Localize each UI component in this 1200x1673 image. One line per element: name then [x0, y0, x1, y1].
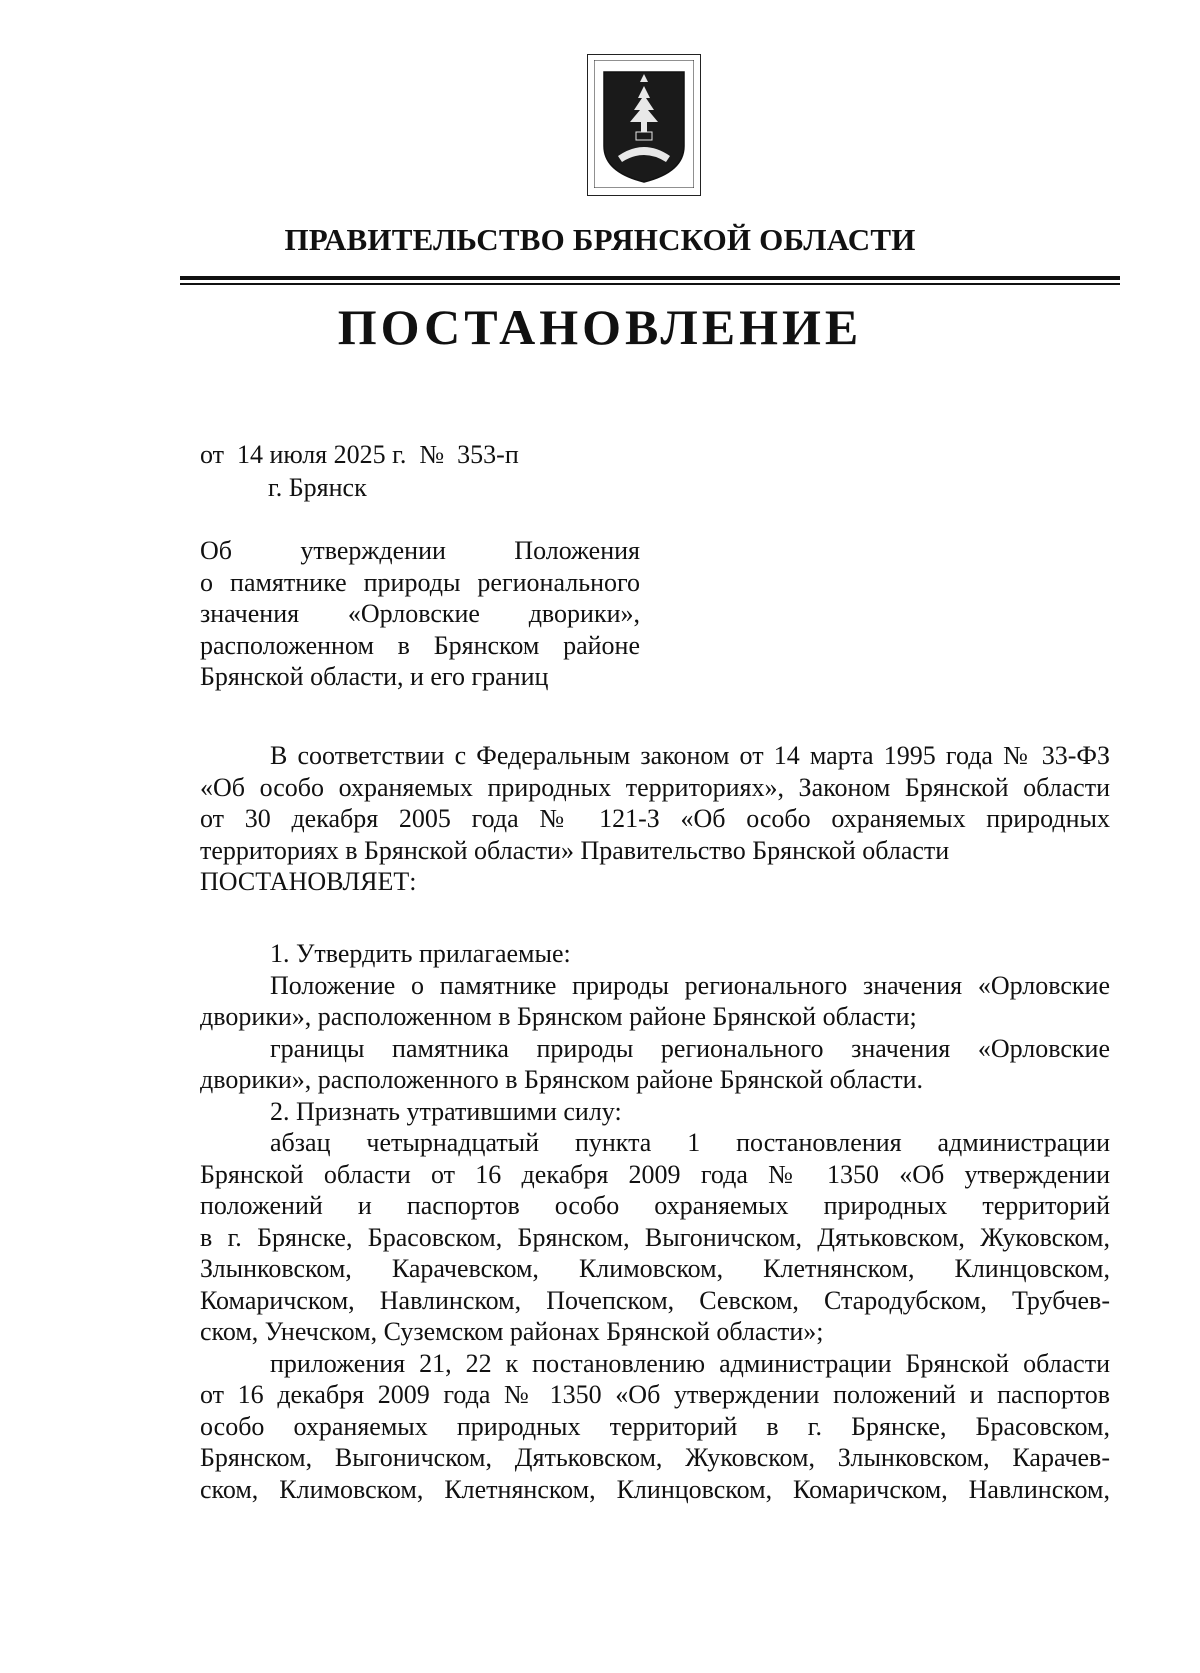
coat-of-arms-emblem — [594, 60, 694, 188]
subject-line: Брянской области, и его границ — [200, 662, 549, 691]
text-line: ском, Унечском, Суземском районах Брянской области»; — [200, 1317, 824, 1346]
text-line: Брянском, Выгоничском, Дятьковском, Жуковском, Злынковском, Карачев- — [200, 1443, 1110, 1472]
header-rule-thick — [180, 276, 1120, 280]
subject-line: значения «Орловские дворики», — [200, 599, 640, 628]
item-heading: 2. Признать утратившими силу: — [270, 1096, 622, 1126]
subject-line: расположенном в Брянском районе — [200, 630, 640, 660]
text-line: В соответствии с Федеральным законом от 14 марта 1995 года № 33-ФЗ — [270, 741, 1110, 770]
text-line: положений и паспортов особо охраняемых природных территорий — [200, 1191, 1110, 1220]
text-line: дворики», расположенном в Брянском районе Брянской области; — [200, 1002, 917, 1031]
document-subject — [200, 535, 640, 693]
text-line: границы памятника природы регионального значения «Орловские — [270, 1033, 1110, 1063]
document-type-title: ПОСТАНОВЛЕНИЕ — [337, 299, 863, 355]
text-line: Брянской области от 16 декабря 2009 года № 1350 «Об утверждении — [200, 1159, 1110, 1189]
text-line: от 30 декабря 2005 года № 121-З «Об особо охраняемых природных — [200, 804, 1110, 833]
subject-line: Об утверждении Положения — [200, 536, 640, 565]
text-line: ПОСТАНОВЛЯЕТ: — [200, 867, 417, 896]
resolution-items — [200, 938, 1110, 1505]
preamble-paragraph — [200, 740, 1110, 898]
text-line: «Об особо охраняемых природных территориях», Законом Брянской области — [200, 772, 1110, 802]
text-line: приложения 21, 22 к постановлению администрации Брянской области — [270, 1348, 1110, 1378]
text-line: дворики», расположенного в Брянском районе Брянской области. — [200, 1065, 924, 1094]
item-heading: 1. Утвердить прилагаемые: — [270, 939, 571, 968]
header-rule-thin — [180, 283, 1120, 285]
subject-line: о памятнике природы регионального — [200, 567, 640, 597]
text-line: особо охраняемых природных территорий в г. Брянске, Брасовском, — [200, 1411, 1110, 1441]
document-date-number: от 14 июля 2025 г. № 353-п — [200, 440, 519, 469]
text-line: Злынковском, Карачевском, Климовском, Клетнянском, Клинцовском, — [200, 1254, 1110, 1283]
text-line: ском, Климовском, Клетнянском, Клинцовском, Комаричском, Навлинском, — [200, 1474, 1110, 1504]
text-line: Положение о памятнике природы регионального значения «Орловские — [270, 970, 1110, 1000]
text-line: в г. Брянске, Брасовском, Брянском, Выгоничском, Дятьковском, Жуковском, — [200, 1222, 1110, 1252]
coat-of-arms-frame — [587, 54, 701, 196]
text-line: абзац четырнадцатый пункта 1 постановления администрации — [270, 1128, 1110, 1157]
text-line: Комаричском, Навлинском, Почепском, Севском, Стародубском, Трубчев- — [200, 1285, 1110, 1315]
text-line: от 16 декабря 2009 года № 1350 «Об утверждении положений и паспортов — [200, 1380, 1110, 1409]
organization-title: ПРАВИТЕЛЬСТВО БРЯНСКОЙ ОБЛАСТИ — [284, 222, 916, 257]
document-city: г. Брянск — [268, 473, 367, 502]
text-line: территориях в Брянской области» Правительство Брянской области — [200, 835, 950, 865]
